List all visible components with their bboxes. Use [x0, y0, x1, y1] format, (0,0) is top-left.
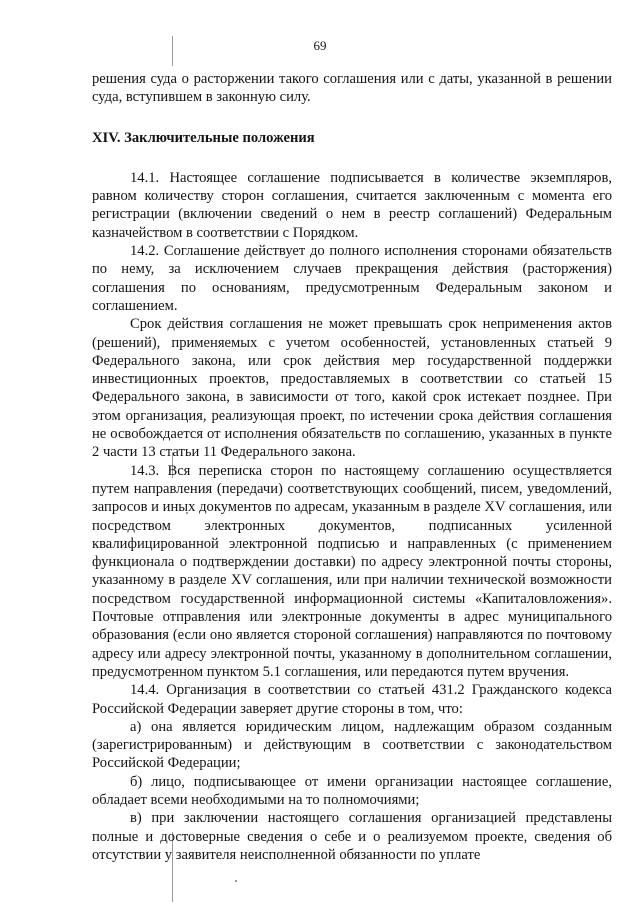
document-body [92, 70, 612, 864]
carryover-paragraph: решения суда о расторжении такого соглашения или с даты, указанной в решении суда, вступившем в законную силу. [92, 71, 612, 106]
list-item-a: а) она является юридическим лицом, надлежащим образом созданным (зарегистрированным) и действующим в соответствии с законодательством Российской Федерации; [92, 718, 612, 772]
list-item-v: в) при заключении настоящего соглашения организацией представлены полные и достоверные сведения о себе и о реализуемом проекте, сведения об отсутствии у заявителя неисполненной обязанности по уплате [92, 810, 612, 863]
paragraph-14-3: 14.3. Вся переписка сторон по настоящему соглашению осуществляется путем направления (передачи) соответствующих сообщений, писем, уведомлений, запросов и иных документов по адресам, указанным в разделе XV соглашения, или посредством электронных документов, подписанных усиленной квалифицированной электронной подписью и направленных (с применением функционала о подтверждении доставки) по адресу электронной почты стороны, указанному в разделе XV соглашения, или при наличии технической возможности посредством государственной информационной системы «Капиталовложения». Почтовые отправления или электронные документы в адрес муниципального образования (если оно является стороной соглашения) направляются по почтовому адресу или адресу электронной почты, указанному в дополнительном соглашении, предусмотренном пунктом 5.1 соглашения, или передаются путем вручения. [92, 462, 612, 680]
paragraph-term: Срок действия соглашения не может превышать срок неприменения актов (решений), применяемых с учетом особенностей, установленных статьей 9 Федерального закона, или срок действия мер государственной поддержки инвестиционных проектов, предоставляемых в соответствии со статьей 15 Федерального закона, в зависимости от того, какой срок истекает позднее. При этом организация, реализующая проект, по истечении срока действия соглашения не освобождается от исполнения обязательств по соглашению, указанных в пункте 2 части 13 статьи 11 Федерального закона. [92, 316, 612, 461]
paragraph-14-4: 14.4. Организация в соответствии со статьей 431.2 Гражданского кодекса Российской Федерации заверяет другие стороны в том, что: [92, 682, 612, 717]
scan-speck [235, 880, 237, 882]
paragraph-14-2: 14.2. Соглашение действует до полного исполнения сторонами обязательств по нему, за исключением случаев прекращения действия (расторжения) соглашения по основаниям, предусмотренным Федеральным законом и соглашением. [92, 243, 612, 314]
section-heading: XIV. Заключительные положения [92, 129, 315, 146]
page-number: 69 [313, 38, 327, 53]
list-item-b: б) лицо, подписывающее от имени организации настоящее соглашение, обладает всеми необходимыми на то полномочиями; [92, 773, 612, 808]
paragraph-14-1: 14.1. Настоящее соглашение подписывается в количестве экземпляров, равном количеству сторон соглашения, считается заключенным с момента его регистрации (включении сведений о нем в реестр соглашений) Федеральным казначейством в соответствии с Порядком. [92, 169, 612, 241]
